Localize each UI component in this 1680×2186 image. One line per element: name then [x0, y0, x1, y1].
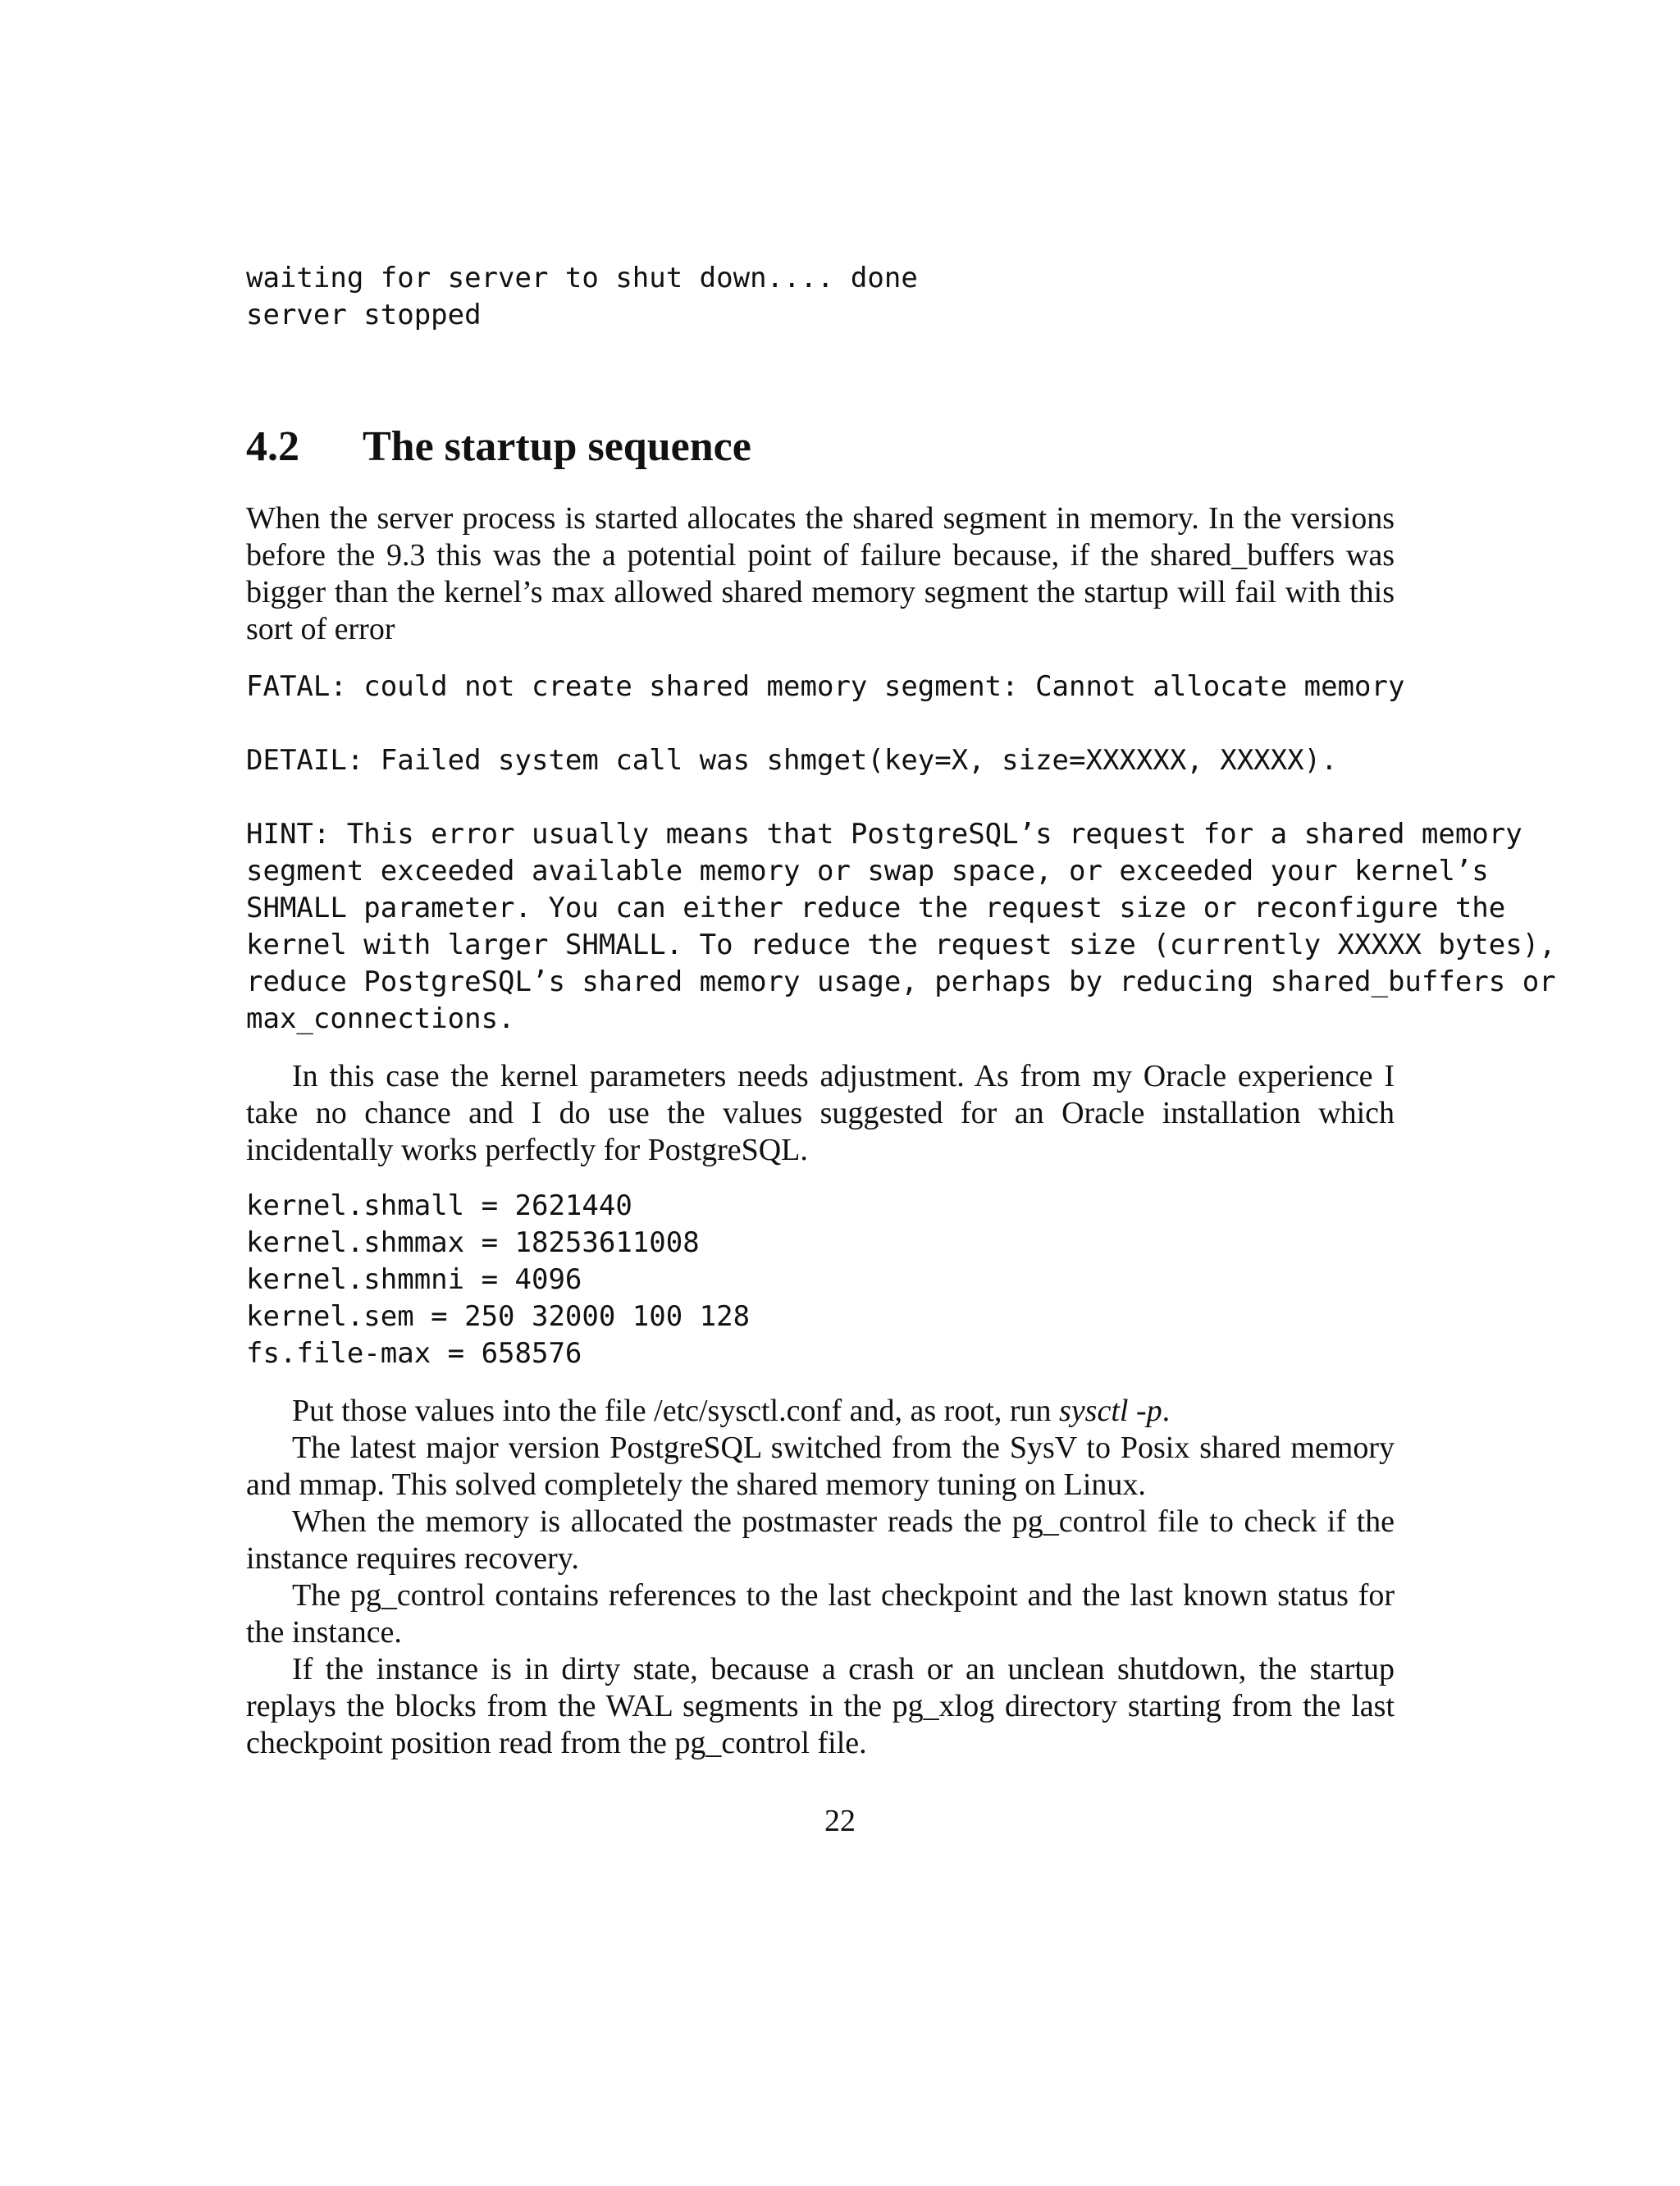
paragraph-pg-control-read: When the memory is allocated the postmaster reads the pg_control file to check if the instance requires recovery.: [246, 1504, 1395, 1576]
kernel-params-code: [246, 1188, 1395, 1372]
fatal-line: FATAL: could not create shared memory segment: Cannot allocate memory: [246, 670, 1405, 703]
shutdown-output-code: [246, 260, 1395, 334]
sysctl-command: sysctl -p: [1059, 1394, 1162, 1428]
section-number: 4.2: [246, 423, 299, 470]
section-title: The startup sequence: [363, 423, 751, 470]
param-line: kernel.shmall = 2621440: [246, 1189, 632, 1222]
sysctl-end: .: [1162, 1394, 1171, 1428]
paragraph-kernel-adjustment: In this case the kernel parameters needs adjustment. As from my Oracle experience I take no chance and I do use the values suggested for an Oracle installation which incidentally works perfectly for PostgreSQL.: [246, 1059, 1395, 1167]
hint-line: reduce PostgreSQL’s shared memory usage, perhaps by reducing shared_buffers or: [246, 965, 1556, 998]
detail-line: DETAIL: Failed system call was shmget(key=X, size=XXXXXX, XXXXX).: [246, 744, 1338, 777]
paragraph-recovery: If the instance is in dirty state, because a crash or an unclean shutdown, the startup replays the blocks from the WAL segments in the pg_xlog directory starting from the last checkpoint position read from the pg_control file.: [246, 1652, 1395, 1760]
hint-block: [246, 816, 1556, 1038]
paragraph-sysctl: [246, 1393, 1395, 1430]
param-line: fs.file-max = 658576: [246, 1337, 582, 1370]
section-heading: [246, 418, 751, 476]
sysctl-text: Put those values into the file /etc/sysctl.conf and, as root, run: [292, 1394, 1060, 1428]
closing-paragraphs: [246, 1393, 1395, 1762]
hint-line: max_connections.: [246, 1002, 515, 1035]
paragraph-intro: When the server process is started allocates the shared segment in memory. In the versions before the 9.3 this was the a potential point of failure because, if the shared_buffers was bigger than the kernel’s max allowed shared memory segment the startup will fail with this sort of error: [246, 501, 1395, 646]
hint-line: SHMALL parameter. You can either reduce the request size or reconfigure the: [246, 892, 1506, 924]
paragraph-pg-control-contents: The pg_control contains references to the last checkpoint and the last known status for the instance.: [246, 1578, 1395, 1650]
page-number: 22: [824, 1804, 856, 1838]
hint-line: kernel with larger SHMALL. To reduce the request size (currently XXXXX bytes),: [246, 929, 1556, 961]
error-output-code: [246, 669, 1556, 1038]
param-line: kernel.shmmax = 18253611008: [246, 1226, 700, 1259]
param-line: kernel.sem = 250 32000 100 128: [246, 1300, 751, 1333]
code-line: waiting for server to shut down.... done: [246, 262, 918, 294]
hint-line: segment exceeded available memory or swap space, or exceeded your kernel’s: [246, 855, 1489, 888]
code-line: server stopped: [246, 299, 482, 331]
paragraph-posix: The latest major version PostgreSQL switched from the SysV to Posix shared memory and mmap. This solved completely the shared memory tuning on Linux.: [246, 1431, 1395, 1502]
param-line: kernel.shmmni = 4096: [246, 1263, 582, 1296]
hint-line: HINT: This error usually means that PostgreSQL’s request for a shared memory: [246, 818, 1522, 851]
